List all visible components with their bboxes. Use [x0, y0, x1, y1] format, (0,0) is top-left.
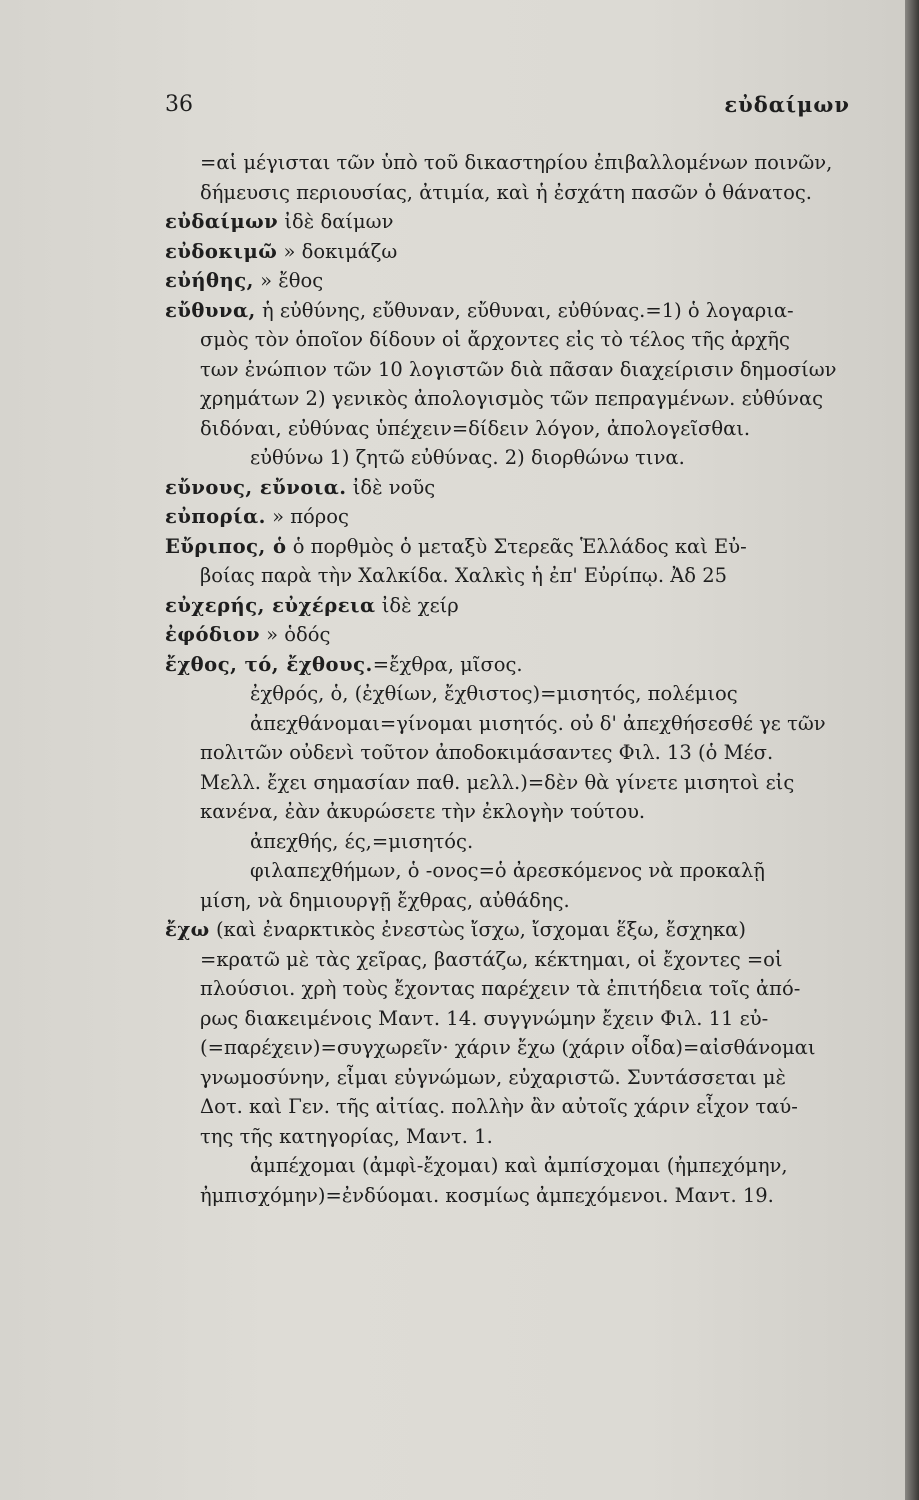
entry-text: φιλαπεχθήμων, ὁ -ονος=ὁ ἀρεσκόμενος νὰ προκαλῇ — [250, 859, 765, 882]
text-line — [165, 915, 880, 945]
entry-text: ἰδὲ νοῦς — [346, 475, 436, 499]
headword: εὐπορία. — [165, 505, 266, 528]
entry-text: πολιτῶν οὐδενὶ τοῦτον ἀποδοκιμάσαντες Φιλ. 13 (ὁ Μέσ. — [200, 741, 774, 764]
entry-text: δήμευσις περιουσίας, ἀτιμία, καὶ ἡ ἐσχάτη πασῶν ὁ θάνατος. — [200, 180, 812, 204]
headword: ἔχθος, τό, ἔχθους. — [165, 652, 373, 676]
running-head: εὐδαίμων — [724, 92, 850, 117]
text-line — [165, 237, 880, 267]
entry-text: σμὸς τὸν ὁποῖον δίδουν οἱ ἄρχοντες εἰς τὸ τέλος τῆς ἀρχῆς — [200, 328, 790, 351]
text-line — [200, 974, 880, 1004]
text-line — [200, 148, 880, 178]
text-line — [200, 355, 880, 385]
text-line — [165, 266, 880, 296]
text-line — [250, 443, 880, 473]
entry-text: των ἐνώπιον τῶν 10 λογιστῶν διὰ πᾶσαν διαχείρισιν δημοσίων — [200, 357, 837, 381]
headword: εὐδοκιμῶ — [165, 239, 278, 263]
page-number: 36 — [165, 92, 193, 117]
text-line — [200, 945, 880, 975]
text-line — [200, 384, 880, 414]
entry-text: κανένα, ἐὰν ἀκυρώσετε τὴν ἐκλογὴν τούτου. — [200, 800, 646, 823]
text-line — [165, 620, 880, 650]
headword: εὔνους, εὔνοια. — [165, 475, 347, 499]
text-line — [200, 1092, 880, 1122]
headword: εὐήθης, — [165, 269, 254, 292]
entry-text: ἰδὲ δαίμων — [278, 210, 394, 233]
headword: ἔχω — [165, 918, 210, 941]
text-line — [165, 532, 880, 562]
dictionary-text — [165, 148, 880, 1210]
entry-text: ἀπεχθάνομαι=γίνομαι μισητός. οὐ δ' ἀπεχθήσεσθέ γε τῶν — [250, 711, 826, 735]
entry-text: ἠμπισχόμην)=ἐνδύομαι. κοσμίως ἀμπεχόμενοι. Μαντ. 19. — [200, 1183, 774, 1207]
text-line — [200, 178, 880, 208]
text-line — [250, 827, 880, 857]
headword: εὐχερής, εὐχέρεια — [165, 593, 376, 617]
entry-text: Μελλ. ἔχει σημασίαν παθ. μελλ.)=δὲν θὰ γίνετε μισητοὶ εἰς — [200, 770, 795, 794]
text-line — [165, 473, 880, 503]
text-line — [200, 325, 880, 355]
text-line — [200, 1122, 880, 1152]
headword: εὔθυνα, — [165, 298, 256, 322]
entry-text: ὁ πορθμὸς ὁ μεταξὺ Στερεᾶς Ἑλλάδος καὶ Εὐ- — [286, 534, 747, 558]
entry-text: ἀμπέχομαι (ἀμφὶ-ἔχομαι) καὶ ἀμπίσχομαι (ἠμπεχόμην, — [250, 1154, 788, 1177]
text-line — [200, 738, 880, 768]
page-header — [165, 92, 850, 132]
text-line — [165, 591, 880, 621]
text-line — [200, 768, 880, 798]
text-line — [250, 1151, 880, 1181]
headword: εὐδαίμων — [165, 210, 279, 233]
text-line — [200, 414, 880, 444]
entry-text: χρημάτων 2) γενικὸς ἀπολογισμὸς τῶν πεπραγμένων. εὐθύνας — [200, 387, 824, 410]
page-edge-shadow — [905, 0, 919, 1500]
entry-text: ἡ εὐθύνης, εὔθυναν, εὔθυναι, εὐθύνας.=1) ὁ λογαρια- — [255, 298, 794, 322]
entry-text: » ἔθος — [253, 269, 324, 292]
entry-text: =ἔχθρα, μῖσος. — [372, 652, 523, 676]
entry-text: Δοτ. καὶ Γεν. τῆς αἰτίας. πολλὴν ἂν αὐτοῖς χάριν εἶχον ταύ- — [200, 1095, 798, 1118]
headword: ἐφόδιον — [165, 623, 260, 646]
text-line — [200, 1063, 880, 1093]
text-line — [200, 1033, 880, 1063]
text-line — [200, 561, 880, 591]
text-line — [200, 1181, 880, 1211]
text-line — [200, 797, 880, 827]
entry-text: εὐθύνω 1) ζητῶ εὐθύνας. 2) διορθώνω τινα. — [250, 446, 685, 469]
headword: Εὔριπος, ὁ — [165, 534, 287, 558]
entry-text: =κρατῶ μὲ τὰς χεῖρας, βαστάζω, κέκτημαι, οἱ ἔχοντες =οἱ — [200, 947, 783, 971]
entry-text: (καὶ ἐναρκτικὸς ἐνεστὼς ἴσχω, ἴσχομαι ἕξω, ἔσχηκα) — [209, 918, 746, 941]
text-line — [250, 709, 880, 739]
entry-text: ἐχθρός, ὁ, (ἐχθίων, ἔχθιστος)=μισητός, πολέμιος — [250, 682, 738, 705]
entry-text: πλούσιοι. χρὴ τοὺς ἔχοντας παρέχειν τὰ ἐπιτήδεια τοῖς ἀπό- — [200, 977, 801, 1000]
entry-text: » ὁδός — [259, 623, 331, 646]
entry-text: διδόναι, εὐθύνας ὑπέχειν=δίδειν λόγον, ἀπολογεῖσθαι. — [200, 416, 751, 440]
text-line — [250, 856, 880, 886]
entry-text: ἀπεχθής, ές,=μισητός. — [250, 829, 474, 853]
text-line — [200, 1004, 880, 1034]
text-line — [165, 502, 880, 532]
text-line — [165, 650, 880, 680]
entry-text: γνωμοσύνην, εἶμαι εὐγνώμων, εὐχαριστῶ. Συντάσσεται μὲ — [200, 1065, 786, 1089]
entry-text: (=παρέχειν)=συγχωρεῖν· χάριν ἔχω (χάριν οἶδα)=αἰσθάνομαι — [200, 1036, 816, 1059]
text-line — [250, 679, 880, 709]
entry-text: ἰδὲ χείρ — [375, 593, 459, 617]
entry-text: » πόρος — [265, 505, 349, 528]
text-line — [165, 207, 880, 237]
entry-text: βοίας παρὰ τὴν Χαλκίδα. Χαλκὶς ἡ ἐπ' Εὐρίπῳ. Ἀδ 25 — [200, 564, 728, 587]
entry-text: της τῆς κατηγορίας, Μαντ. 1. — [200, 1124, 493, 1148]
entry-text: μίση, νὰ δημιουργῇ ἔχθρας, αὐθάδης. — [200, 888, 570, 912]
entry-text: » δοκιμάζω — [277, 239, 398, 263]
text-line — [165, 296, 880, 326]
text-line — [200, 886, 880, 916]
entry-text: =αἱ μέγισται τῶν ὑπὸ τοῦ δικαστηρίου ἐπιβαλλομένων ποινῶν, — [200, 151, 833, 174]
entry-text: ρως διακειμένοις Μαντ. 14. συγγνώμην ἔχειν Φιλ. 11 εὐ- — [200, 1006, 769, 1030]
